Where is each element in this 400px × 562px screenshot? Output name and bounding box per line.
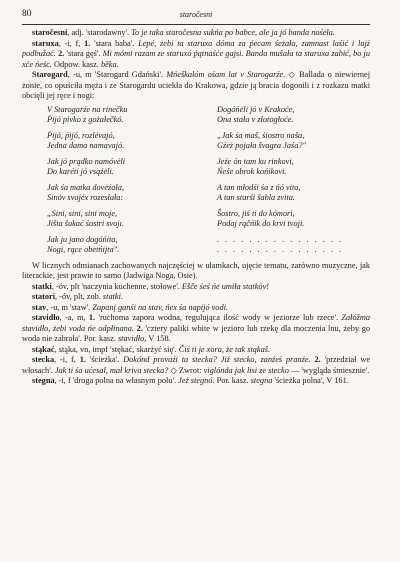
poem-line: Sinóv svojéx rozesłała: bbox=[47, 193, 124, 202]
definition: , -i, f 'droga polna na własnym polu'. bbox=[54, 376, 179, 385]
definition: , adj. 'starodawny'. bbox=[67, 28, 132, 37]
ballada-intro: ◇ Ballada o niewiernej żonie, co opuściła męża i ze Starogardu uciekła do Krakowa, gdzie ją bracia dogonili i z rozkazu matki obcięli jej ręce i nogi: bbox=[22, 70, 371, 100]
poem-line: Jak śa matka dovėźała, bbox=[47, 182, 124, 192]
definition: 'przedział we włosach'. bbox=[22, 355, 371, 375]
poem-line: V Starogarźe na rinečku bbox=[47, 104, 128, 114]
poem-ellipsis: . . . . . . . . . . . . . . . . bbox=[217, 245, 344, 254]
poem-line: Jak ju jano dogóńita, bbox=[47, 234, 118, 244]
reference: Por. kasz. bbox=[214, 376, 251, 385]
headword: stecka bbox=[32, 355, 55, 364]
definition: 'ścieżka polna', V 161. bbox=[272, 376, 349, 385]
example: Jeż stegnó. bbox=[178, 376, 215, 385]
sense-number: 1. bbox=[84, 38, 91, 48]
poem-line: A tan starśi šabla zvita. bbox=[217, 193, 295, 202]
sense-number: 1. bbox=[79, 355, 86, 364]
headword: stegna bbox=[32, 376, 55, 385]
example: Załóžma stavidło, żebi voda ńe odpłinana. bbox=[22, 313, 370, 333]
definition: , -u, m 'Starogard Gdański'. bbox=[67, 70, 167, 79]
page-body bbox=[22, 28, 370, 387]
definition: , stąka, vn, impf 'stękać, skarżyć się'. bbox=[54, 344, 179, 354]
example: Jak ti śa ućesał, mał kriva stecka? bbox=[54, 365, 169, 375]
entry-starogard bbox=[22, 70, 370, 102]
sense-number: 2. bbox=[314, 355, 321, 364]
sense-number: 2. bbox=[136, 323, 143, 333]
poem-line: Dogóńėli jó v Krakoće, bbox=[217, 104, 295, 114]
ballad-poem bbox=[22, 105, 370, 256]
headword: Starogard bbox=[32, 70, 68, 79]
after-poem-note: W licznych odmianach zachowanych najczęściej w ułamkach, ujęcie tematu, zarówno muzyczne, jak literackie, jest prawie to samo (Jadwiga Noga, Osie). bbox=[22, 260, 370, 280]
reference-word: stegna bbox=[250, 376, 273, 385]
poem-line: Podaj rąčńik do krvi tvoji. bbox=[217, 219, 305, 228]
poem-line: „Sini, sini, sini moje, bbox=[47, 208, 118, 218]
headword: staruxa bbox=[32, 38, 59, 48]
definition: 'cztery paliki wbite w jezioro lub rzekę dla moczenia lnu, żeby go woda nie zabrała'. Por. kasz. bbox=[22, 323, 370, 343]
cross-reference: statki bbox=[102, 292, 121, 301]
entry-stavidlo bbox=[22, 313, 370, 345]
example: Mńeškalóm ośam lat v Starogarźe. bbox=[166, 70, 286, 79]
poem-stanza bbox=[22, 157, 370, 178]
poem-line: Jišta šukać śostri svojı. bbox=[47, 219, 124, 228]
headword: statki bbox=[32, 281, 52, 291]
headword: stavidło bbox=[32, 313, 60, 322]
entry-stegna bbox=[22, 376, 370, 387]
grammar: , -i, f, bbox=[54, 355, 80, 364]
page-number: 80 bbox=[22, 9, 32, 19]
definition: 'ścieżka'. bbox=[85, 355, 124, 364]
poem-line: Ṕijó pivko z gożałečkó. bbox=[47, 115, 124, 124]
definition: 'stara baba'. bbox=[90, 38, 139, 48]
punct: . bbox=[116, 59, 119, 69]
idiom-label: ◇ Zwrot: bbox=[168, 365, 204, 375]
punct: . bbox=[120, 292, 123, 301]
grammar: , -i, f, bbox=[58, 38, 85, 48]
poem-line: Jak jó prądko namóvėli bbox=[47, 156, 126, 166]
reference-word: běka bbox=[100, 59, 117, 69]
example: Lepé, żebi ta staruxa dóma za ṕecam śeżała, zamnast laśić i lujź podbužać. bbox=[22, 38, 370, 58]
entry-staruxa bbox=[22, 39, 370, 71]
entry-stecka bbox=[22, 355, 370, 376]
poem-line: Nogi, rące obetńijta". bbox=[47, 245, 120, 254]
definition: 'stara gęś'. bbox=[64, 49, 103, 58]
idiom: viglónda jak lisi ze stecko bbox=[203, 365, 289, 375]
idiom-meaning: — 'wygląda śmiesznie'. bbox=[288, 365, 370, 375]
entry-stav bbox=[22, 303, 370, 314]
reference: Odpow. kasz. bbox=[51, 59, 101, 69]
poem-line: Ona stała v złotogłoće. bbox=[217, 115, 294, 124]
poem-line: A tan młodśi śa z ńó vita, bbox=[217, 182, 301, 192]
entry-stakac bbox=[22, 345, 370, 356]
poem-line: Gźeż pojała švagra Jaśa?" bbox=[217, 141, 306, 150]
headword: stav bbox=[32, 302, 47, 312]
headword: statori bbox=[32, 292, 56, 301]
entry-statori bbox=[22, 292, 370, 303]
page-header bbox=[22, 9, 370, 23]
example: Ešče śeś ńe umiła statkóv! bbox=[181, 281, 270, 291]
grammar: , -a, m, bbox=[59, 313, 89, 322]
headword: stąkać bbox=[32, 344, 55, 354]
poem-line: „Jak śa maš, śiostro naša, bbox=[217, 130, 305, 140]
reference-word: stavidło bbox=[117, 334, 145, 343]
entry-statki bbox=[22, 282, 370, 293]
example: Dokónd provaźi ta stecka? Jiź stecko, zanźeś pranźe. bbox=[123, 355, 311, 364]
poem-ellipsis: . . . . . . . . . . . . . . . . bbox=[217, 234, 344, 244]
example: To je taka staročesna sukńa po babce, ale ja jó banda nośėła. bbox=[131, 28, 335, 37]
reference: , V 158. bbox=[144, 334, 171, 343]
poem-stanza bbox=[22, 131, 370, 152]
poem-stanza bbox=[22, 183, 370, 204]
poem-line: Jeźe ón tam ku rinkovi, bbox=[217, 156, 294, 166]
poem-stanza bbox=[22, 235, 370, 256]
entry-staroczesni bbox=[22, 28, 370, 39]
header-rule bbox=[22, 24, 370, 25]
headword: staročesni bbox=[32, 28, 68, 37]
running-head: staročesni bbox=[179, 10, 213, 19]
example: Čiś ti je xora, że tak stąkaš. bbox=[178, 344, 271, 354]
poem-line: Šostro, jiś ti do kómori, bbox=[217, 208, 295, 218]
poem-line: Ṕijó, ṕijó, rozlévajó, bbox=[47, 130, 115, 140]
definition: , -óv, plt, zob. bbox=[55, 292, 103, 301]
example: Zapanį ganśi na stav, ńex śa napijó vodi. bbox=[92, 302, 228, 312]
definition: , -u, m 'staw'. bbox=[46, 302, 93, 312]
sense-number: 1. bbox=[88, 313, 96, 322]
poem-line: Do karéti jó vsąźėli. bbox=[47, 167, 114, 176]
example: Mi mómi razam ze staruxó ṕątnaśće gajsi. Banda mušała ta staruxa zabić, bo ju xće ńeśc. bbox=[22, 49, 370, 69]
definition: 'ruchoma zapora wodna, regulująca ilość wody w jeziorze lub rzece'. bbox=[95, 313, 342, 322]
poem-stanza bbox=[22, 105, 370, 126]
poem-line: Ńeśe obrok końikovi. bbox=[217, 167, 287, 176]
poem-line: Jedna dama namavajó. bbox=[47, 141, 125, 150]
definition: , -óv, plt 'naczynia kuchenne, stołowe'. bbox=[51, 281, 182, 291]
poem-stanza bbox=[22, 209, 370, 230]
sense-number: 2. bbox=[58, 49, 65, 58]
